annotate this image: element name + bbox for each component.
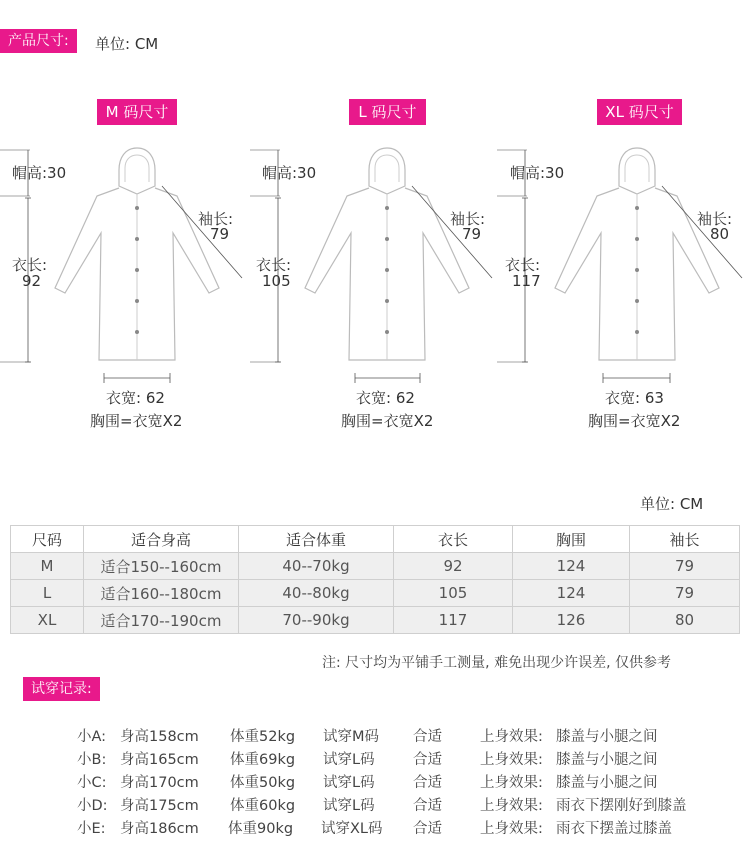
record-height: 身高175cm [120,798,199,814]
table-cell: 92 [394,553,513,580]
table-cell: 40--80kg [239,580,394,607]
size-tag-xl: XL 码尺寸 [597,99,682,125]
table-unit: 单位: CM [640,495,704,513]
records-tag: 试穿记录: [23,677,100,701]
width-label-m: 衣宽: 62 [106,389,165,407]
chest-label-m: 胸围=衣宽X2 [90,412,183,430]
record-effect: 膝盖与小腿之间 [556,752,658,768]
table-cell: 80 [630,607,740,634]
record-size: 试穿L码 [323,752,375,768]
size-table [10,525,740,634]
record-effect-label: 上身效果: [480,775,543,791]
length-label-l: 衣长: [256,256,292,274]
table-cell: 40--70kg [239,553,394,580]
record-fit: 合适 [413,775,442,791]
table-cell: 适合170--190cm [84,607,239,634]
table-row [11,580,740,607]
record-size: 试穿XL码 [321,821,383,837]
record-fit: 合适 [413,752,442,768]
length-value-m: 92 [22,272,42,290]
table-cell: 117 [394,607,513,634]
table-cell: 126 [513,607,630,634]
record-height: 身高158cm [120,729,199,745]
record-effect-label: 上身效果: [480,729,543,745]
record-name: 小A: [77,729,107,745]
hood-label-xl: 帽高:30 [510,164,565,182]
record-fit: 合适 [413,798,442,814]
record-size: 试穿M码 [323,729,380,745]
table-cell: M [11,553,84,580]
sleeve-label-l: 袖长: [450,210,486,228]
hood-label-l: 帽高:30 [262,164,317,182]
table-cell: 124 [513,580,630,607]
record-size: 试穿L码 [323,798,375,814]
record-fit: 合适 [413,729,442,745]
table-header-row [11,526,740,553]
record-effect: 膝盖与小腿之间 [556,775,658,791]
record-height: 身高165cm [120,752,199,768]
table-cell: 适合160--180cm [84,580,239,607]
record-size: 试穿L码 [323,775,375,791]
chest-label-xl: 胸围=衣宽X2 [588,412,681,430]
sleeve-value-l: 79 [462,225,482,243]
record-fit: 合适 [413,821,442,837]
chest-label-l: 胸围=衣宽X2 [341,412,434,430]
sleeve-value-m: 79 [210,225,230,243]
record-effect: 雨衣下摆刚好到膝盖 [556,798,687,814]
table-cell: 适合150--160cm [84,553,239,580]
length-label-m: 衣长: [12,256,48,274]
record-weight: 体重52kg [230,729,296,745]
table-cell: 79 [630,580,740,607]
record-weight: 体重60kg [230,798,296,814]
table-header: 衣长 [394,526,513,553]
table-note: 注: 尺寸均为平铺手工测量, 难免出现少许误差, 仅供参考 [322,655,671,671]
record-name: 小D: [77,798,108,814]
hood-label-m: 帽高:30 [12,164,67,182]
width-label-l: 衣宽: 62 [356,389,415,407]
record-name: 小C: [77,775,107,791]
product-size-tag: 产品尺寸: [0,29,77,53]
table-cell: XL [11,607,84,634]
record-effect-label: 上身效果: [480,798,543,814]
table-row [11,607,740,634]
record-effect-label: 上身效果: [480,821,543,837]
width-label-xl: 衣宽: 63 [605,389,664,407]
table-cell: 105 [394,580,513,607]
size-tag-l: L 码尺寸 [349,99,426,125]
record-name: 小B: [77,752,107,768]
record-weight: 体重50kg [230,775,296,791]
length-value-xl: 117 [512,272,541,290]
sleeve-label-m: 袖长: [198,210,234,228]
record-weight: 体重90kg [228,821,294,837]
table-row [11,553,740,580]
record-name: 小E: [77,821,106,837]
header-unit: 单位: CM [95,35,159,53]
record-weight: 体重69kg [230,752,296,768]
table-header: 袖长 [630,526,740,553]
record-effect: 雨衣下摆盖过膝盖 [556,821,672,837]
sleeve-value-xl: 80 [710,225,730,243]
size-tag-m: M 码尺寸 [97,99,177,125]
table-cell: L [11,580,84,607]
record-effect: 膝盖与小腿之间 [556,729,658,745]
table-header: 尺码 [11,526,84,553]
record-height: 身高170cm [120,775,199,791]
table-header: 适合身高 [84,526,239,553]
table-cell: 79 [630,553,740,580]
table-cell: 124 [513,553,630,580]
table-header: 胸围 [513,526,630,553]
record-effect-label: 上身效果: [480,752,543,768]
sleeve-label-xl: 袖长: [697,210,733,228]
table-header: 适合体重 [239,526,394,553]
length-value-l: 105 [262,272,291,290]
table-cell: 70--90kg [239,607,394,634]
length-label-xl: 衣长: [505,256,541,274]
record-height: 身高186cm [120,821,199,837]
